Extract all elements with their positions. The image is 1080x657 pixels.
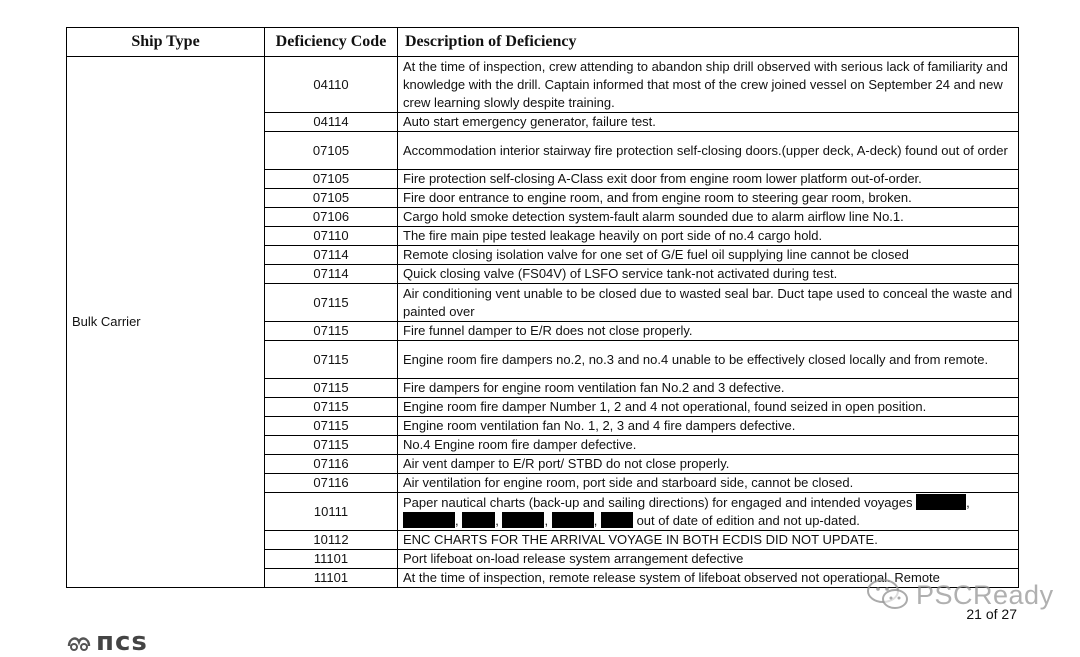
deficiency-code: 07105 [265, 170, 398, 189]
deficiency-code: 07116 [265, 455, 398, 474]
deficiency-code: 07114 [265, 246, 398, 265]
deficiency-description: Auto start emergency generator, failure test. [398, 113, 1019, 132]
deficiency-description: Paper nautical charts (back-up and sailing directions) for engaged and intended voyages , , , , , out of date of edition and not up-dated. [398, 493, 1019, 531]
redaction-block [403, 512, 455, 528]
deficiency-code: 07115 [265, 436, 398, 455]
deficiency-code: 07106 [265, 208, 398, 227]
deficiency-description: Air vent damper to E/R port/ STBD do not close properly. [398, 455, 1019, 474]
deficiency-code: 07115 [265, 417, 398, 436]
deficiency-description: ENC CHARTS FOR THE ARRIVAL VOYAGE IN BOTH ECDIS DID NOT UPDATE. [398, 531, 1019, 550]
deficiency-description: Accommodation interior stairway fire protection self-closing doors.(upper deck, A-deck) found out of order [398, 132, 1019, 170]
deficiency-description: The fire main pipe tested leakage heavily on port side of no.4 cargo hold. [398, 227, 1019, 246]
deficiency-table [66, 27, 1019, 588]
deficiency-code: 07110 [265, 227, 398, 246]
page-number: 21 of 27 [966, 606, 1017, 622]
deficiency-description: Engine room fire damper Number 1, 2 and 4 not operational, found seized in open position. [398, 398, 1019, 417]
description-header: Description of Deficiency [398, 28, 1019, 57]
deficiency-description: Fire dampers for engine room ventilation fan No.2 and 3 defective. [398, 379, 1019, 398]
deficiency-code: 07115 [265, 322, 398, 341]
wechat-bubble-icon [866, 577, 910, 613]
table-row [67, 57, 1019, 113]
deficiency-description: Fire door entrance to engine room, and from engine room to steering gear room, broken. [398, 189, 1019, 208]
deficiency-code: 11101 [265, 569, 398, 588]
footer-logo-text: псs [96, 627, 148, 657]
deficiency-code: 11101 [265, 550, 398, 569]
ship-type-header: Ship Type [67, 28, 265, 57]
deficiency-code: 07114 [265, 265, 398, 284]
watermark [866, 577, 1054, 613]
deficiency-description: Remote closing isolation valve for one set of G/E fuel oil supplying line cannot be closed [398, 246, 1019, 265]
description-text: Paper nautical charts (back-up and sailing directions) for engaged and intended voyages [403, 494, 913, 510]
deficiency-description: At the time of inspection, remote release system of lifeboat observed not operational. Remote [398, 569, 1019, 588]
deficiency-code: 07115 [265, 341, 398, 379]
deficiency-description: No.4 Engine room fire damper defective. [398, 436, 1019, 455]
deficiency-code: 07115 [265, 284, 398, 322]
deficiency-description: Port lifeboat on-load release system arrangement defective [398, 550, 1019, 569]
deficiency-code: 07115 [265, 398, 398, 417]
table-header-row [67, 28, 1019, 57]
deficiency-description: Quick closing valve (FS04V) of LSFO service tank-not activated during test. [398, 265, 1019, 284]
deficiency-code-header: Deficiency Code [265, 28, 398, 57]
ship-type-cell: Bulk Carrier [67, 57, 265, 588]
deficiency-description: Air conditioning vent unable to be closed due to wasted seal bar. Duct tape used to conceal the waste and painted over [398, 284, 1019, 322]
deficiency-description: At the time of inspection, crew attending to abandon ship drill observed with serious lack of familiarity and knowledge with the drill. Captain informed that most of the crew joined vessel on September 24 and new crew learning slowly despite training. [398, 57, 1019, 113]
deficiency-code: 07105 [265, 132, 398, 170]
footer-logo [66, 627, 148, 657]
deficiency-description: Cargo hold smoke detection system-fault alarm sounded due to alarm airflow line No.1. [398, 208, 1019, 227]
redaction-block [601, 512, 633, 528]
redaction-block [916, 494, 966, 510]
redaction-block [502, 512, 544, 528]
deficiency-description: Engine room ventilation fan No. 1, 2, 3 and 4 fire dampers defective. [398, 417, 1019, 436]
deficiency-code: 07115 [265, 379, 398, 398]
logo-mark-icon [66, 632, 92, 652]
deficiency-code: 07105 [265, 189, 398, 208]
redaction-block [462, 512, 495, 528]
deficiency-description: Fire funnel damper to E/R does not close properly. [398, 322, 1019, 341]
deficiency-code: 10112 [265, 531, 398, 550]
deficiency-code: 07116 [265, 474, 398, 493]
deficiency-description: Engine room fire dampers no.2, no.3 and no.4 unable to be effectively closed locally and from remote. [398, 341, 1019, 379]
redaction-block [552, 512, 594, 528]
watermark-text: PSCReady [916, 579, 1054, 610]
deficiency-code: 04114 [265, 113, 398, 132]
deficiency-description: Fire protection self-closing A-Class exit door from engine room lower platform out-of-order. [398, 170, 1019, 189]
description-text: out of date of edition and not up-dated. [636, 512, 860, 528]
deficiency-code: 04110 [265, 57, 398, 113]
deficiency-code: 10111 [265, 493, 398, 531]
deficiency-description: Air ventilation for engine room, port side and starboard side, cannot be closed. [398, 474, 1019, 493]
